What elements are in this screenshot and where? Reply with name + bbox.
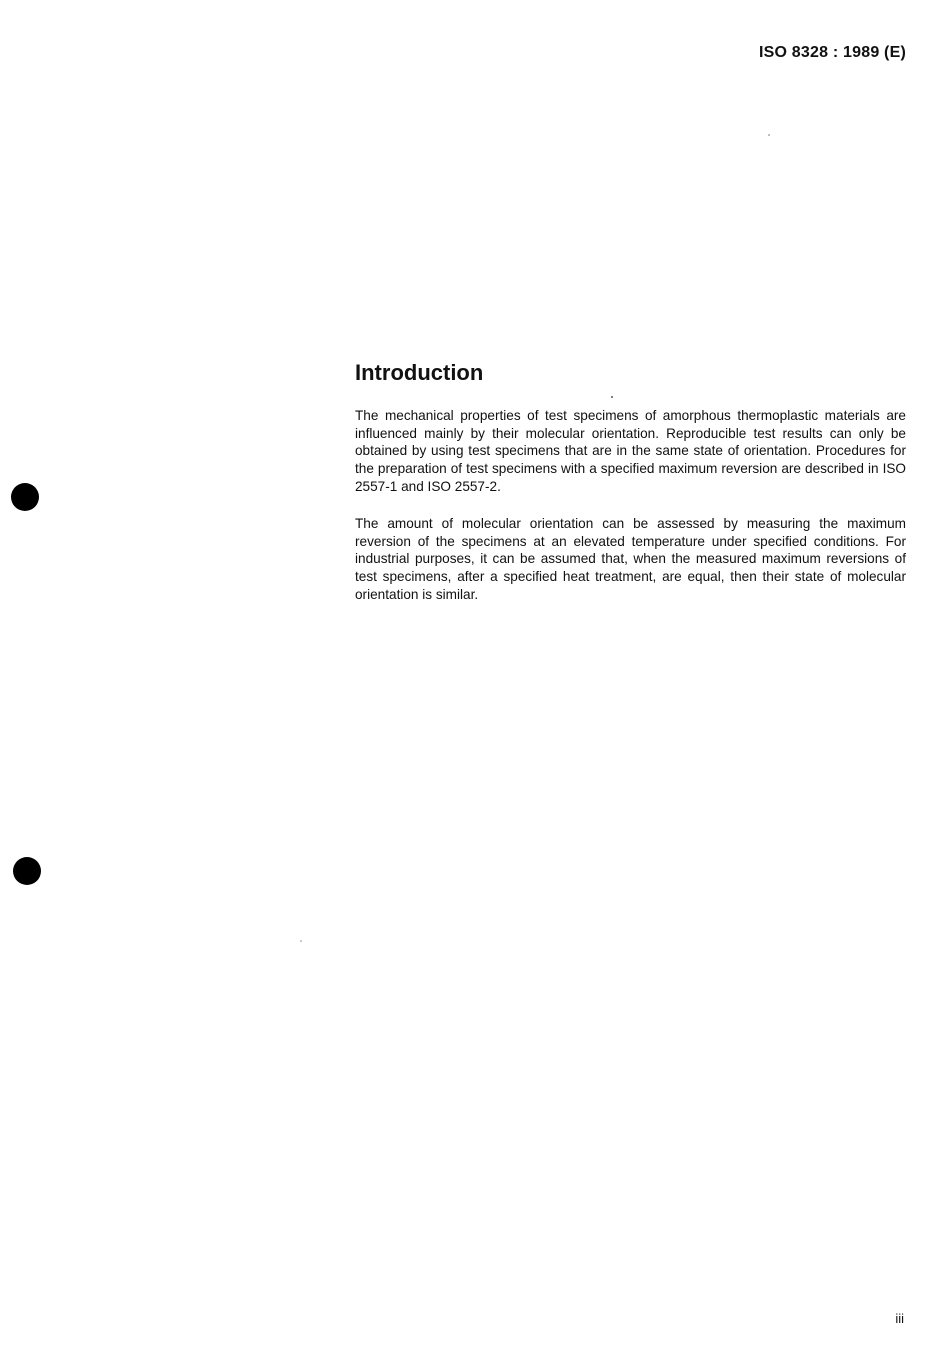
standard-reference-header: ISO 8328 : 1989 (E) xyxy=(759,44,906,61)
punch-hole-top xyxy=(11,483,39,511)
scan-speck xyxy=(768,134,770,136)
scan-speck xyxy=(611,396,613,398)
page-number: iii xyxy=(895,1311,904,1326)
scan-speck xyxy=(300,940,302,942)
introduction-paragraph-2: The amount of molecular orientation can be assessed by measuring the maximum reversion of the specimens at an elevated temperature under specified conditions. For industrial purposes, it can be assumed that, when the measured maximum reversions of test specimens, after a specified heat treatment, are equal, then their state of molecular orientation is similar. xyxy=(355,516,906,602)
punch-hole-bottom xyxy=(13,857,41,885)
introduction-heading: Introduction xyxy=(355,360,484,385)
introduction-paragraph-1: The mechanical properties of test specimens of amorphous thermoplastic materials are influenced mainly by their molecular orientation. Reproducible test results can only be obtained by using test specimens that are in the same state of orientation. Procedures for the preparation of test specimens with a specified maximum reversion are described in ISO 2557-1 and ISO 2557-2. xyxy=(355,408,906,494)
